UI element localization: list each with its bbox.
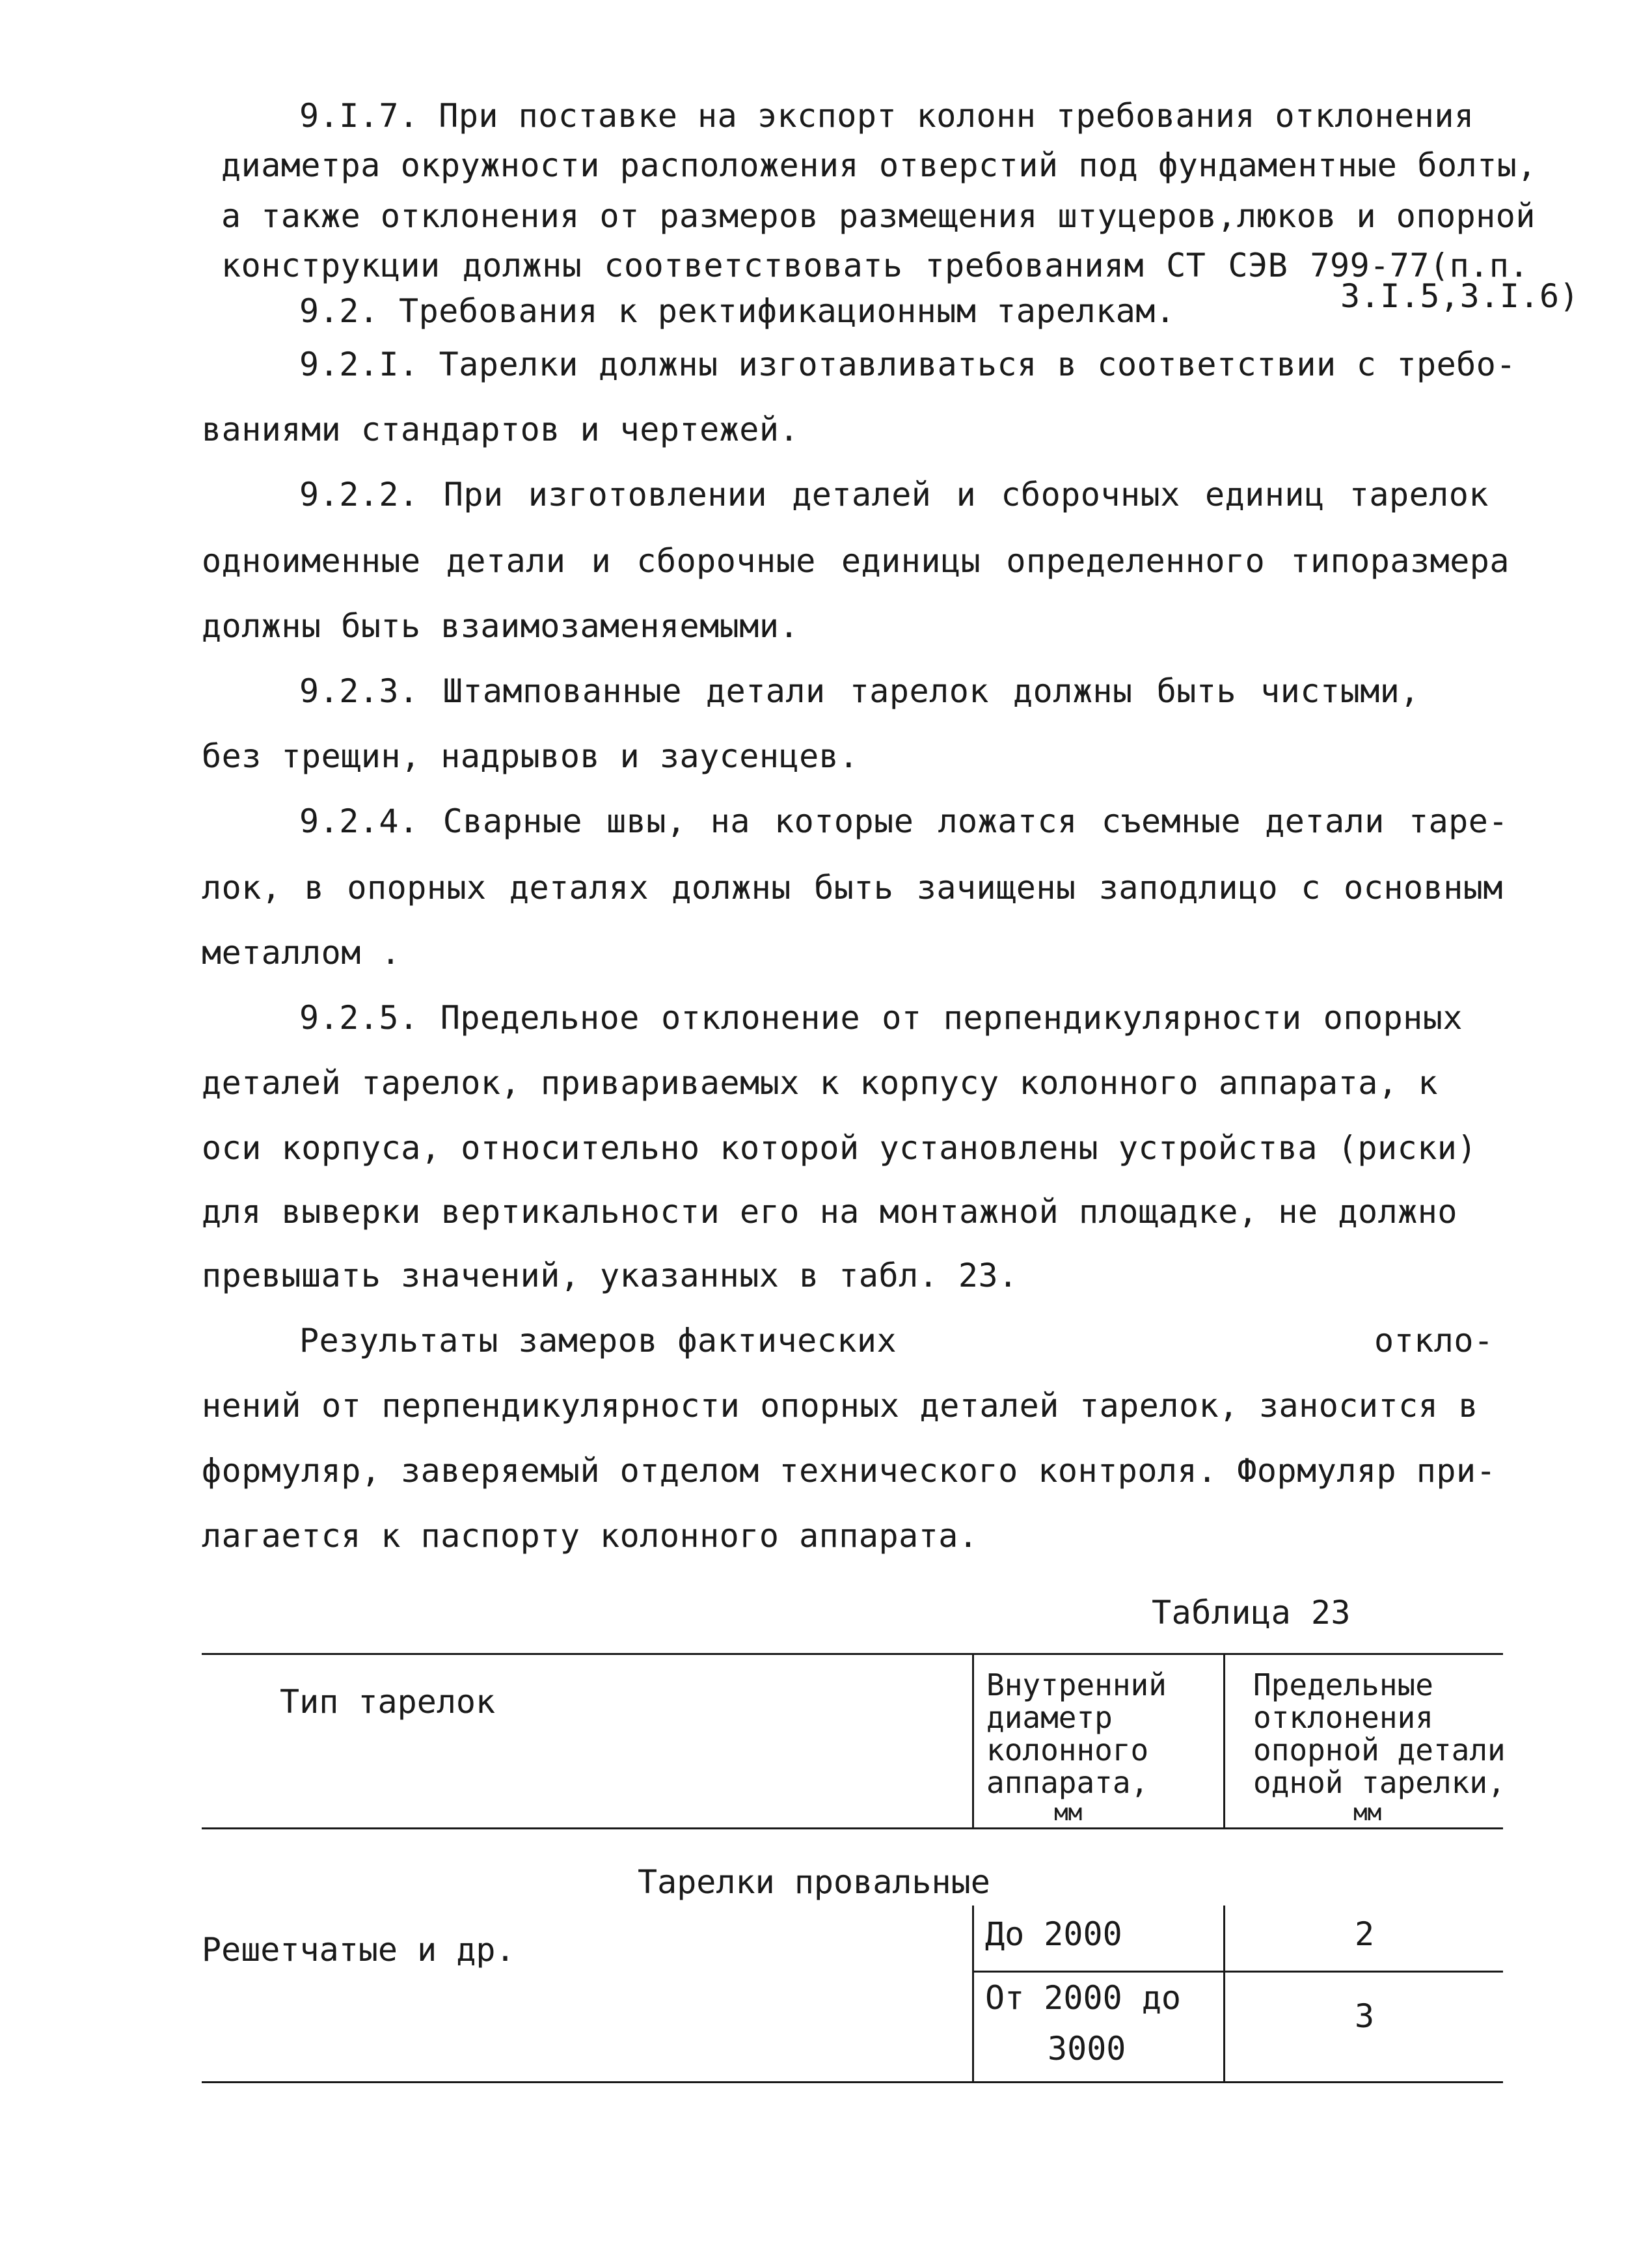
cell-diameter: До 2000	[985, 1915, 1122, 1953]
text-line: диаметра окружности расположения отверстий под фундаментные болты,	[221, 146, 1537, 184]
table-caption: Таблица 23	[1152, 1594, 1351, 1632]
row-separator	[972, 1971, 1503, 1973]
table-header-rule	[202, 1827, 1503, 1829]
text-line: Результаты замеров фактических	[299, 1322, 897, 1359]
header-diameter-line: диаметр	[986, 1700, 1113, 1735]
cell-diameter: От 2000 до	[985, 1979, 1182, 2017]
header-type: Тип тарелок	[280, 1683, 496, 1721]
text-line: без трещин, надрывов и заусенцев.	[202, 737, 859, 775]
text-line: 9.2.3. Штампованные детали тарелок должны быть чистыми,	[299, 672, 1420, 710]
header-diameter-line: колонного	[986, 1732, 1149, 1768]
text-line: конструкции должны соответствовать требованиям СТ СЭВ 799-77(п.п.	[221, 247, 1529, 284]
cell-deviation: 3	[1355, 1997, 1375, 2035]
header-deviation-line: Предельные	[1253, 1667, 1433, 1702]
text-line: ваниями стандартов и чертежей.	[202, 411, 800, 448]
header-deviation-line: отклонения	[1253, 1700, 1433, 1735]
header-diameter-line: Внутренний	[986, 1667, 1167, 1702]
text-line: 3.I.5,3.I.6)	[1340, 277, 1580, 315]
text-line: 9.I.7. При поставке на экспорт колонн требования отклонения	[299, 97, 1474, 135]
text-line: откло-	[1374, 1322, 1494, 1359]
text-line: 9.2.4. Сварные швы, на которые ложатся съемные детали таре-	[299, 802, 1508, 840]
text-line: а также отклонения от размеров размещения штуцеров,люков и опорной	[221, 197, 1536, 235]
cell-diameter: 3000	[1048, 2030, 1126, 2068]
text-line: формуляр, заверяемый отделом технического контроля. Формуляр при-	[202, 1452, 1497, 1490]
text-line: должны быть взаимозаменяемыми.	[202, 607, 800, 645]
header-deviation-unit: мм	[1353, 1799, 1382, 1826]
section-heading-9-2: 9.2. Требования к ректификационным тарелкам.	[299, 292, 1176, 330]
table-section-title: Тарелки провальные	[638, 1863, 990, 1901]
table-bottom-rule	[202, 2081, 1503, 2083]
column-divider	[1223, 1653, 1225, 1829]
text-line: оси корпуса, относительно которой установлены устройства (риски)	[202, 1129, 1477, 1167]
header-diameter-line: аппарата,	[986, 1765, 1149, 1800]
text-line: деталей тарелок, привариваемых к корпусу колонного аппарата, к	[202, 1064, 1438, 1102]
text-line: 9.2.5. Предельное отклонение от перпендикулярности опорных	[299, 999, 1463, 1037]
cell-deviation: 2	[1355, 1915, 1375, 1953]
text-line: лагается к паспорту колонного аппарата.	[202, 1517, 979, 1555]
text-line: для выверки вертикальности его на монтажной площадке, не должно	[202, 1193, 1457, 1231]
table-top-rule	[202, 1653, 1503, 1655]
text-line: превышать значений, указанных в табл. 23.	[202, 1257, 1018, 1294]
text-line: 9.2.2. При изготовлении деталей и сборочных единиц тарелок	[299, 476, 1489, 513]
column-divider	[972, 1653, 974, 1829]
header-deviation-line: опорной детали	[1253, 1732, 1506, 1768]
column-divider	[1223, 1906, 1225, 2083]
header-diameter-unit: мм	[1054, 1799, 1083, 1826]
text-line: лок, в опорных деталях должны быть зачищены заподлицо с основным	[202, 869, 1503, 907]
header-deviation-line: одной тарелки,	[1253, 1765, 1506, 1800]
cell-type: Решетчатые и др.	[202, 1931, 515, 1969]
text-line: металлом .	[202, 934, 401, 972]
column-divider	[972, 1906, 974, 2083]
text-line: 9.2.I. Тарелки должны изготавливаться в соответствии с требо-	[299, 346, 1516, 383]
text-line: нений от перпендикулярности опорных деталей тарелок, заносится в	[202, 1387, 1478, 1425]
text-line: одноименные детали и сборочные единицы определенного типоразмера	[202, 542, 1510, 580]
